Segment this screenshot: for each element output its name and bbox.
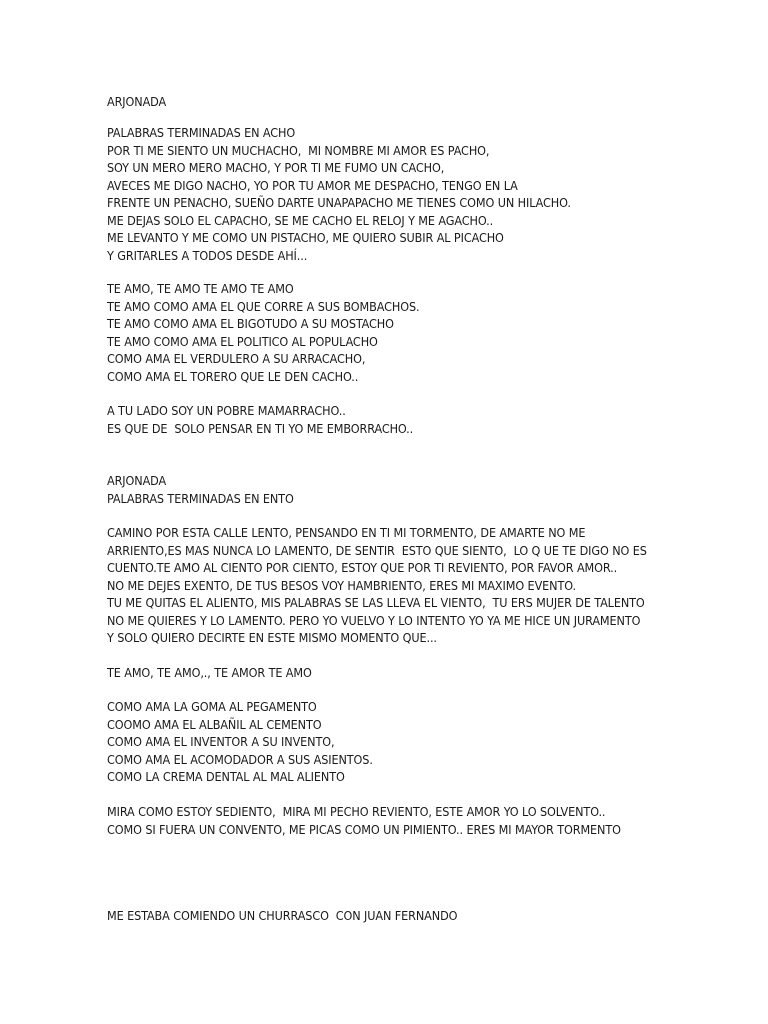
text-line: TE AMO COMO AMA EL BIGOTUDO A SU MOSTACHO (107, 316, 394, 331)
text-line: TE AMO COMO AMA EL POLITICO AL POPULACHO (107, 333, 378, 349)
text-line: CAMINO POR ESTA CALLE LENTO, PENSANDO EN TI MI TORMENTO, DE AMARTE NO ME (107, 525, 586, 540)
text-line: TE AMO, TE AMO TE AMO TE AMO (107, 281, 294, 296)
text-line: CUENTO.TE AMO AL CIENTO POR CIENTO, ESTOY QUE POR TI REVIENTO, POR FAVOR AMOR.. (107, 560, 618, 575)
stanza-acho (107, 124, 571, 264)
text-line: POR TI ME SIENTO UN MUCHACHO, MI NOMBRE MI AMOR ES PACHO, (107, 142, 490, 158)
text-line: PALABRAS TERMINADAS EN ACHO (107, 125, 296, 140)
text-line: TE AMO COMO AMA EL QUE CORRE A SUS BOMBACHOS. (107, 298, 420, 314)
text-line: ES QUE DE SOLO PENSAR EN TI YO ME EMBORRACHO.. (107, 420, 414, 436)
text-line: COMO AMA EL TORERO QUE LE DEN CACHO.. (107, 368, 359, 384)
text-line: ARRIENTO,ES MAS NUNCA LO LAMENTO, DE SENTIR ESTO QUE SIENTO, LO Q UE TE DIGO NO ES (107, 542, 647, 558)
closing-ento (107, 803, 621, 838)
text-line: PALABRAS TERMINADAS EN ENTO (107, 490, 294, 506)
text-line: COMO AMA EL ACOMODADOR A SUS ASIENTOS. (107, 751, 373, 767)
text-line: A TU LADO SOY UN POBRE MAMARRACHO.. (107, 403, 346, 418)
text-line: COMO AMA EL VERDULERO A SU ARRACACHO, (107, 351, 366, 366)
text-line: COMO AMA LA GOMA AL PEGAMENTO (107, 699, 317, 714)
text-line: NO ME DEJES EXENTO, DE TUS BESOS VOY HAMBRIENTO, ERES MI MAXIMO EVENTO. (107, 577, 576, 593)
text-line: MIRA COMO ESTOY SEDIENTO, MIRA MI PECHO REVIENTO, ESTE AMOR YO LO SOLVENTO.. (107, 804, 606, 819)
heading-ento (107, 472, 294, 507)
chorus-ento-intro (107, 664, 312, 682)
text-line: ARJONADA (107, 94, 167, 109)
text-line: FRENTE UN PENACHO, SUEÑO DARTE UNAPAPACHO ME TIENES COMO UN HILACHO. (107, 195, 571, 210)
final-line (107, 907, 457, 925)
text-line: NO ME QUIERES Y LO LAMENTO. PERO YO VUELVO Y LO INTENTO YO YA ME HICE UN JURAMENTO (107, 612, 641, 628)
text-line: ARJONADA (107, 473, 167, 488)
text-line: Y GRITARLES A TODOS DESDE AHÍ... (107, 247, 308, 263)
text-line: TE AMO, TE AMO,., TE AMOR TE AMO (107, 665, 312, 680)
text-line: COOMO AMA EL ALBAÑIL AL CEMENTO (107, 716, 322, 732)
text-line: ME DEJAS SOLO EL CAPACHO, SE ME CACHO EL RELOJ Y ME AGACHO.. (107, 212, 494, 228)
closing-acho (107, 402, 413, 437)
text-line: COMO SI FUERA UN CONVENTO, ME PICAS COMO UN PIMIENTO.. ERES MI MAYOR TORMENTO (107, 821, 621, 837)
paragraph-ento (107, 524, 647, 647)
text-line: SOY UN MERO MERO MACHO, Y POR TI ME FUMO UN CACHO, (107, 160, 445, 175)
text-line: ME ESTABA COMIENDO UN CHURRASCO CON JUAN FERNANDO (107, 908, 458, 923)
text-line: ME LEVANTO Y ME COMO UN PISTACHO, ME QUIERO SUBIR AL PICACHO (107, 230, 504, 245)
text-line: COMO AMA EL INVENTOR A SU INVENTO, (107, 734, 335, 749)
text-line: COMO LA CREMA DENTAL AL MAL ALIENTO (107, 769, 345, 784)
chorus-acho (107, 280, 420, 385)
chorus-ento (107, 698, 373, 786)
title-arjonada-1 (107, 93, 166, 111)
text-line: AVECES ME DIGO NACHO, YO POR TU AMOR ME DESPACHO, TENGO EN LA (107, 177, 518, 193)
text-line: TU ME QUITAS EL ALIENTO, MIS PALABRAS SE LAS LLEVA EL VIENTO, TU ERS MUJER DE TALENTO (107, 595, 645, 610)
text-line: Y SOLO QUIERO DECIRTE EN ESTE MISMO MOMENTO QUE... (107, 630, 437, 645)
